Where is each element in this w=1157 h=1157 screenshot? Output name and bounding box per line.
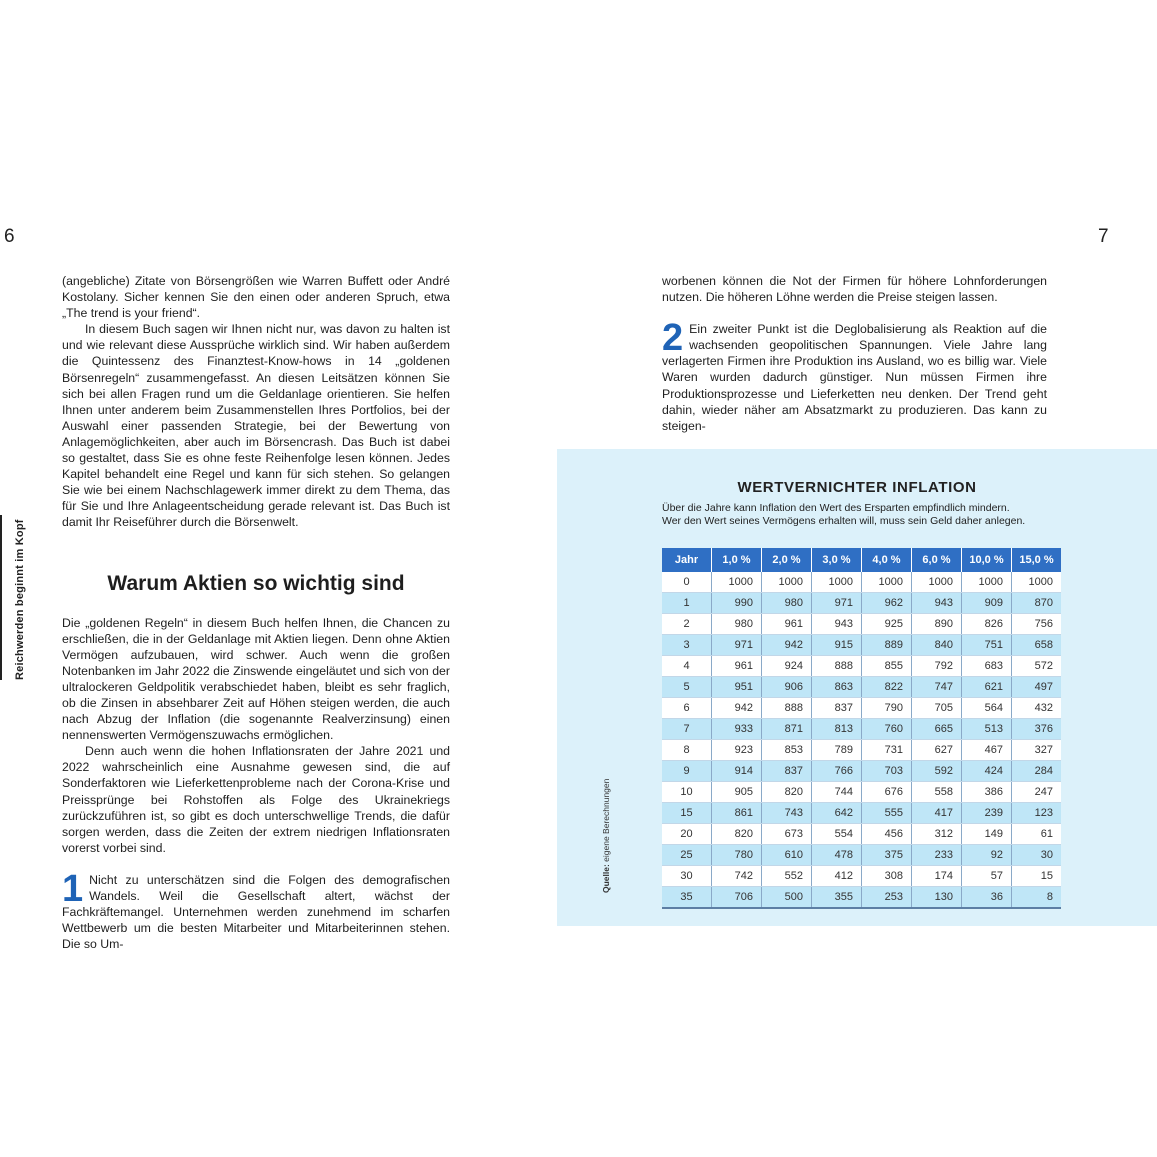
value-cell: 731 <box>862 740 912 761</box>
table-row <box>662 866 1061 887</box>
value-cell: 861 <box>712 803 762 824</box>
value-cell: 962 <box>862 593 912 614</box>
value-cell: 980 <box>712 614 762 635</box>
value-cell: 855 <box>862 656 912 677</box>
year-cell: 5 <box>662 677 712 698</box>
table-row <box>662 761 1061 782</box>
value-cell: 971 <box>712 635 762 656</box>
table-row <box>662 887 1061 909</box>
subtitle-line: Wer den Wert seines Vermögens erhalten will, muss sein Geld daher anlegen. <box>662 515 1026 527</box>
inflation-infobox <box>557 449 1157 926</box>
section-heading: Warum Aktien so wichtig sind <box>107 571 405 595</box>
value-cell: 780 <box>712 845 762 866</box>
value-cell: 57 <box>962 866 1012 887</box>
value-cell: 914 <box>712 761 762 782</box>
year-cell: 2 <box>662 614 712 635</box>
side-tab-chapter: Reichwerden beginnt im Kopf <box>14 519 26 680</box>
value-cell: 513 <box>962 719 1012 740</box>
value-cell: 610 <box>762 845 812 866</box>
value-cell: 123 <box>1012 803 1062 824</box>
value-cell: 1000 <box>1012 572 1062 593</box>
table-row <box>662 719 1061 740</box>
value-cell: 951 <box>712 677 762 698</box>
year-cell: 7 <box>662 719 712 740</box>
table-row <box>662 593 1061 614</box>
value-cell: 790 <box>862 698 912 719</box>
value-cell: 500 <box>762 887 812 909</box>
paragraph: Denn auch wenn die hohen Inflationsraten der Jahre 2021 und 2022 wahrscheinlich eine Ausnahme gewesen sind, die auf Sonderfaktoren wie Lieferkettenprobleme nach der Corona-Krise und Preissprünge bei Rohstoffen als Folge des Ukrainekriegs zurückzuführen ist, so gibt es doch unterschwellige Trends, die dafür sorgen werden, dass die Zeiten der extrem niedrigen Inflationsraten vorerst vorbei sind. <box>62 744 450 855</box>
value-cell: 971 <box>812 593 862 614</box>
value-cell: 863 <box>812 677 862 698</box>
value-cell: 497 <box>1012 677 1062 698</box>
value-cell: 744 <box>812 782 862 803</box>
value-cell: 174 <box>912 866 962 887</box>
page-number-right: 7 <box>1098 226 1109 247</box>
column-header: 10,0 % <box>962 548 1012 572</box>
value-cell: 760 <box>862 719 912 740</box>
value-cell: 456 <box>862 824 912 845</box>
value-cell: 412 <box>812 866 862 887</box>
value-cell: 906 <box>762 677 812 698</box>
value-cell: 837 <box>812 698 862 719</box>
table-row <box>662 635 1061 656</box>
value-cell: 870 <box>1012 593 1062 614</box>
value-cell: 942 <box>712 698 762 719</box>
table-row <box>662 614 1061 635</box>
value-cell: 703 <box>862 761 912 782</box>
year-cell: 3 <box>662 635 712 656</box>
value-cell: 478 <box>812 845 862 866</box>
value-cell: 792 <box>912 656 962 677</box>
value-cell: 239 <box>962 803 1012 824</box>
table-row <box>662 803 1061 824</box>
value-cell: 61 <box>1012 824 1062 845</box>
value-cell: 820 <box>712 824 762 845</box>
value-cell: 837 <box>762 761 812 782</box>
value-cell: 943 <box>812 614 862 635</box>
value-cell: 942 <box>762 635 812 656</box>
value-cell: 355 <box>812 887 862 909</box>
value-cell: 308 <box>862 866 912 887</box>
value-cell: 826 <box>962 614 1012 635</box>
value-cell: 627 <box>912 740 962 761</box>
table-header-row <box>662 548 1061 572</box>
table-row <box>662 782 1061 803</box>
paragraph: In diesem Buch sagen wir Ihnen nicht nur, was davon zu halten ist und wie relevant diese Aussprüche wirklich sind. Wir haben außerdem die Quintessenz des Finanztest-Know-hows in 14 „goldenen Börsenregeln“ zusammengefasst. An diesen Leitsätzen können Sie sich bei allen Fragen rund um die Geldanlage orientieren. Sie helfen Ihnen unter anderem beim Zusammenstellen Ihres Portfolios, bei der Auswahl einer passenden Strategie, bei der Bewertung von Anlagemöglichkeiten, aber auch im Börsencrash. Das Buch ist dabei so gestaltet, dass Sie es ohne feste Reihenfolge lesen können. Jedes Kapitel behandelt eine Regel und kann für sich stehen. So gelangen Sie wie bei einem Nachschlagewerk immer direkt zu dem Thema, das für Sie und Ihre Anlageentscheidung gerade relevant ist. Das Buch ist damit Ihr Reiseführer durch die Börsenwelt. <box>62 322 450 530</box>
value-cell: 92 <box>962 845 1012 866</box>
value-cell: 1000 <box>712 572 762 593</box>
value-cell: 683 <box>962 656 1012 677</box>
value-cell: 915 <box>812 635 862 656</box>
value-cell: 554 <box>812 824 862 845</box>
value-cell: 924 <box>762 656 812 677</box>
inflation-table <box>662 548 1061 909</box>
column-header: 2,0 % <box>762 548 812 572</box>
column-header: 1,0 % <box>712 548 762 572</box>
table-row <box>662 740 1061 761</box>
value-cell: 432 <box>1012 698 1062 719</box>
table-row <box>662 698 1061 719</box>
value-cell: 742 <box>712 866 762 887</box>
table-row <box>662 572 1061 593</box>
value-cell: 592 <box>912 761 962 782</box>
table-row <box>662 656 1061 677</box>
value-cell: 890 <box>912 614 962 635</box>
year-cell: 20 <box>662 824 712 845</box>
value-cell: 253 <box>862 887 912 909</box>
year-cell: 0 <box>662 572 712 593</box>
column-header: 4,0 % <box>862 548 912 572</box>
value-cell: 36 <box>962 887 1012 909</box>
paragraph: Nicht zu unterschätzen sind die Folgen des demografischen Wandels. Weil die Gesellschaft altert, wächst der Fachkräftemangel. Unternehmen werden zunehmend im scharfen Wettbewerb um die besten Mitarbeiter und Mitarbeiterinnen stehen. Die so Um- <box>62 872 450 952</box>
source-note <box>601 779 611 893</box>
value-cell: 840 <box>912 635 962 656</box>
value-cell: 376 <box>1012 719 1062 740</box>
value-cell: 961 <box>762 614 812 635</box>
value-cell: 813 <box>812 719 862 740</box>
value-cell: 889 <box>862 635 912 656</box>
value-cell: 705 <box>912 698 962 719</box>
numbered-point-2 <box>662 317 1047 434</box>
year-cell: 15 <box>662 803 712 824</box>
value-cell: 564 <box>962 698 1012 719</box>
value-cell: 130 <box>912 887 962 909</box>
value-cell: 247 <box>1012 782 1062 803</box>
side-tab-marker <box>0 515 2 680</box>
value-cell: 822 <box>862 677 912 698</box>
value-cell: 888 <box>762 698 812 719</box>
value-cell: 990 <box>712 593 762 614</box>
numbered-point-1 <box>62 867 450 952</box>
value-cell: 751 <box>962 635 1012 656</box>
year-cell: 9 <box>662 761 712 782</box>
value-cell: 417 <box>912 803 962 824</box>
value-cell: 375 <box>862 845 912 866</box>
year-cell: 4 <box>662 656 712 677</box>
value-cell: 467 <box>962 740 1012 761</box>
value-cell: 284 <box>1012 761 1062 782</box>
value-cell: 327 <box>1012 740 1062 761</box>
value-cell: 424 <box>962 761 1012 782</box>
value-cell: 572 <box>1012 656 1062 677</box>
value-cell: 743 <box>762 803 812 824</box>
value-cell: 665 <box>912 719 962 740</box>
value-cell: 1000 <box>812 572 862 593</box>
value-cell: 1000 <box>862 572 912 593</box>
source-text: eigene Berechnungen <box>601 778 611 865</box>
source-label: Quelle: <box>601 864 611 893</box>
year-cell: 35 <box>662 887 712 909</box>
value-cell: 766 <box>812 761 862 782</box>
year-cell: 10 <box>662 782 712 803</box>
value-cell: 923 <box>712 740 762 761</box>
value-cell: 980 <box>762 593 812 614</box>
value-cell: 8 <box>1012 887 1062 909</box>
value-cell: 756 <box>1012 614 1062 635</box>
infobox-title: WERTVERNICHTER INFLATION <box>737 479 977 496</box>
value-cell: 1000 <box>912 572 962 593</box>
year-cell: 6 <box>662 698 712 719</box>
value-cell: 658 <box>1012 635 1062 656</box>
value-cell: 943 <box>912 593 962 614</box>
value-cell: 747 <box>912 677 962 698</box>
value-cell: 706 <box>712 887 762 909</box>
infobox-subtitle <box>662 502 1025 528</box>
paragraph: Ein zweiter Punkt ist die Deglobalisierung als Reaktion auf die wachsenden geopolitischen Spannungen. Viele Jahre lang verlagerten Firmen ihre Produktion ins Ausland, wo es billig war. Viele Waren wurden dadurch günstiger. Nun müssen Firmen ihre Produktionsprozesse und Lieferketten neu denken. Der Trend geht dahin, wieder näher am Absatzmarkt zu produzieren. Das kann zu steigen- <box>662 322 1047 433</box>
value-cell: 925 <box>862 614 912 635</box>
table-body <box>662 572 1061 908</box>
value-cell: 820 <box>762 782 812 803</box>
table-row <box>662 845 1061 866</box>
value-cell: 149 <box>962 824 1012 845</box>
value-cell: 15 <box>1012 866 1062 887</box>
value-cell: 555 <box>862 803 912 824</box>
value-cell: 1000 <box>962 572 1012 593</box>
right-column <box>662 273 1047 434</box>
point-number: 2 <box>662 317 684 360</box>
value-cell: 386 <box>962 782 1012 803</box>
value-cell: 673 <box>762 824 812 845</box>
year-cell: 1 <box>662 593 712 614</box>
value-cell: 552 <box>762 866 812 887</box>
paragraph: (angebliche) Zitate von Börsengrößen wie Warren Buffett oder André Kostolany. Sicher kennen Sie den einen oder anderen Spruch, etwa „The trend is your friend“. <box>62 274 450 321</box>
column-header: 3,0 % <box>812 548 862 572</box>
subtitle-line: Über die Jahre kann Inflation den Wert des Ersparten empfindlich mindern. <box>662 502 1010 514</box>
point-number: 1 <box>62 867 84 910</box>
value-cell: 905 <box>712 782 762 803</box>
column-header: 6,0 % <box>912 548 962 572</box>
table-row <box>662 677 1061 698</box>
year-cell: 25 <box>662 845 712 866</box>
paragraph: worbenen können die Not der Firmen für höhere Lohnforderungen nutzen. Die höheren Löhne werden die Preise steigen lassen. <box>662 274 1047 305</box>
value-cell: 853 <box>762 740 812 761</box>
year-cell: 8 <box>662 740 712 761</box>
table-row <box>662 824 1061 845</box>
value-cell: 621 <box>962 677 1012 698</box>
column-header: 15,0 % <box>1012 548 1062 572</box>
paragraph: Die „goldenen Regeln“ in diesem Buch helfen Ihnen, die Chancen zu erschließen, die in der Geldanlage mit Aktien liegen. Denn ohne Aktien Vermögen aufzubauen, wird schwer. Auch wenn die großen Notenbanken im Jahr 2022 die Zinswende eingeläutet und sich von der ultralockeren Geldpolitik verabschiedet haben, bleibt es sehr fraglich, ob die Zinsen in absehbarer Zeit auf Höhen steigen werden, die auch nach Abzug der Inflation (die sogenannte Realverzinsung) einen nennenswerten Vermögenszuwachs ermöglichen. <box>62 615 450 743</box>
value-cell: 30 <box>1012 845 1062 866</box>
column-header: Jahr <box>662 548 712 572</box>
value-cell: 961 <box>712 656 762 677</box>
value-cell: 312 <box>912 824 962 845</box>
page-number-left: 6 <box>4 226 15 247</box>
year-cell: 30 <box>662 866 712 887</box>
value-cell: 233 <box>912 845 962 866</box>
value-cell: 1000 <box>762 572 812 593</box>
value-cell: 909 <box>962 593 1012 614</box>
value-cell: 933 <box>712 719 762 740</box>
value-cell: 871 <box>762 719 812 740</box>
value-cell: 642 <box>812 803 862 824</box>
value-cell: 789 <box>812 740 862 761</box>
value-cell: 888 <box>812 656 862 677</box>
left-column <box>62 273 450 952</box>
value-cell: 558 <box>912 782 962 803</box>
value-cell: 676 <box>862 782 912 803</box>
